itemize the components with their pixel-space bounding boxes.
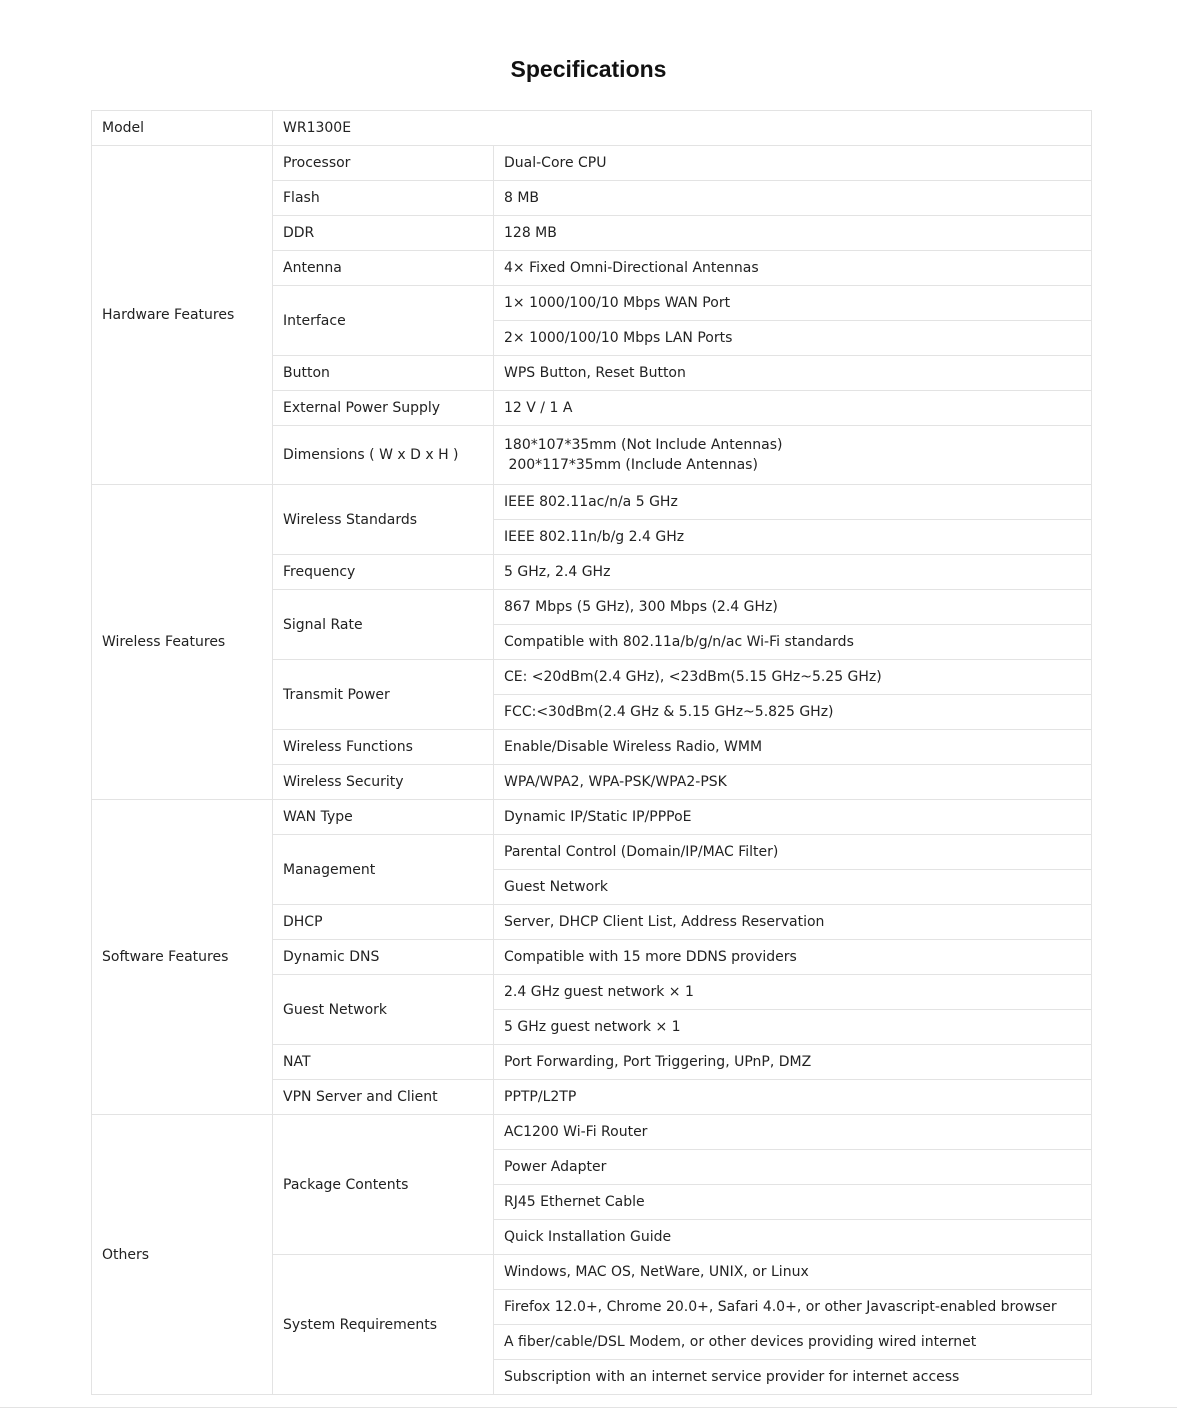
spec-value: AC1200 Wi-Fi Router <box>494 1115 1092 1150</box>
model-label: Model <box>92 111 273 146</box>
spec-label-system-requirements: System Requirements <box>273 1255 494 1395</box>
spec-value: RJ45 Ethernet Cable <box>494 1185 1092 1220</box>
spec-value: IEEE 802.11ac/n/a 5 GHz <box>494 485 1092 520</box>
spec-value: A fiber/cable/DSL Modem, or other devices providing wired internet <box>494 1325 1092 1360</box>
spec-label-nat: NAT <box>273 1045 494 1080</box>
spec-value: FCC:<30dBm(2.4 GHz & 5.15 GHz~5.825 GHz) <box>494 695 1092 730</box>
spec-label-guest-network: Guest Network <box>273 975 494 1045</box>
spec-value: 867 Mbps (5 GHz), 300 Mbps (2.4 GHz) <box>494 590 1092 625</box>
spec-label-vpn-server-and-client: VPN Server and Client <box>273 1080 494 1115</box>
spec-label-package-contents: Package Contents <box>273 1115 494 1255</box>
spec-label-management: Management <box>273 835 494 905</box>
group-hardware-features: Hardware Features <box>92 146 273 485</box>
spec-value: Parental Control (Domain/IP/MAC Filter) <box>494 835 1092 870</box>
spec-value: 4× Fixed Omni-Directional Antennas <box>494 251 1092 286</box>
spec-value: 5 GHz, 2.4 GHz <box>494 555 1092 590</box>
spec-label-dhcp: DHCP <box>273 905 494 940</box>
spec-value: Port Forwarding, Port Triggering, UPnP, DMZ <box>494 1045 1092 1080</box>
spec-value: Quick Installation Guide <box>494 1220 1092 1255</box>
group-software-features: Software Features <box>92 800 273 1115</box>
spec-label-wan-type: WAN Type <box>273 800 494 835</box>
spec-label-ddr: DDR <box>273 216 494 251</box>
spec-value: Compatible with 802.11a/b/g/n/ac Wi-Fi standards <box>494 625 1092 660</box>
model-row <box>92 111 1092 146</box>
spec-value: Power Adapter <box>494 1150 1092 1185</box>
spec-label-dimensions-w-x-d-x-h: Dimensions ( W x D x H ) <box>273 426 494 485</box>
bottom-divider <box>0 1407 1177 1408</box>
spec-value: PPTP/L2TP <box>494 1080 1092 1115</box>
spec-label-interface: Interface <box>273 286 494 356</box>
spec-value: IEEE 802.11n/b/g 2.4 GHz <box>494 520 1092 555</box>
spec-value: CE: <20dBm(2.4 GHz), <23dBm(5.15 GHz~5.25 GHz) <box>494 660 1092 695</box>
spec-value: 128 MB <box>494 216 1092 251</box>
spec-label-wireless-security: Wireless Security <box>273 765 494 800</box>
spec-label-antenna: Antenna <box>273 251 494 286</box>
spec-row <box>92 800 1092 835</box>
spec-value: Subscription with an internet service provider for internet access <box>494 1360 1092 1395</box>
spec-label-external-power-supply: External Power Supply <box>273 391 494 426</box>
page-title: Specifications <box>510 56 667 82</box>
spec-value: Windows, MAC OS, NetWare, UNIX, or Linux <box>494 1255 1092 1290</box>
spec-value-line: 180*107*35mm (Not Include Antennas) <box>504 437 783 453</box>
spec-value: Dual-Core CPU <box>494 146 1092 181</box>
spec-label-processor: Processor <box>273 146 494 181</box>
spec-row <box>92 485 1092 520</box>
spec-value: Compatible with 15 more DDNS providers <box>494 940 1092 975</box>
spec-value: 2.4 GHz guest network × 1 <box>494 975 1092 1010</box>
spec-label-button: Button <box>273 356 494 391</box>
spec-row <box>92 1115 1092 1150</box>
spec-value: 12 V / 1 A <box>494 391 1092 426</box>
spec-value-line: 200*117*35mm (Include Antennas) <box>504 457 758 473</box>
spec-label-signal-rate: Signal Rate <box>273 590 494 660</box>
specifications-table <box>91 110 1092 1395</box>
spec-value: Firefox 12.0+, Chrome 20.0+, Safari 4.0+, or other Javascript-enabled browser <box>494 1290 1092 1325</box>
group-others: Others <box>92 1115 273 1395</box>
spec-label-transmit-power: Transmit Power <box>273 660 494 730</box>
spec-value: WPS Button, Reset Button <box>494 356 1092 391</box>
spec-value: Guest Network <box>494 870 1092 905</box>
spec-label-frequency: Frequency <box>273 555 494 590</box>
spec-value: Dynamic IP/Static IP/PPPoE <box>494 800 1092 835</box>
spec-value: WPA/WPA2, WPA-PSK/WPA2-PSK <box>494 765 1092 800</box>
spec-label-wireless-functions: Wireless Functions <box>273 730 494 765</box>
spec-row <box>92 146 1092 181</box>
spec-value <box>494 426 1092 485</box>
spec-value: 5 GHz guest network × 1 <box>494 1010 1092 1045</box>
spec-value: Enable/Disable Wireless Radio, WMM <box>494 730 1092 765</box>
spec-value: 8 MB <box>494 181 1092 216</box>
model-value: WR1300E <box>273 111 1092 146</box>
spec-value: 2× 1000/100/10 Mbps LAN Ports <box>494 321 1092 356</box>
spec-label-dynamic-dns: Dynamic DNS <box>273 940 494 975</box>
spec-value: Server, DHCP Client List, Address Reservation <box>494 905 1092 940</box>
spec-label-wireless-standards: Wireless Standards <box>273 485 494 555</box>
specifications-table-body <box>92 111 1092 1395</box>
spec-label-flash: Flash <box>273 181 494 216</box>
group-wireless-features: Wireless Features <box>92 485 273 800</box>
spec-value: 1× 1000/100/10 Mbps WAN Port <box>494 286 1092 321</box>
